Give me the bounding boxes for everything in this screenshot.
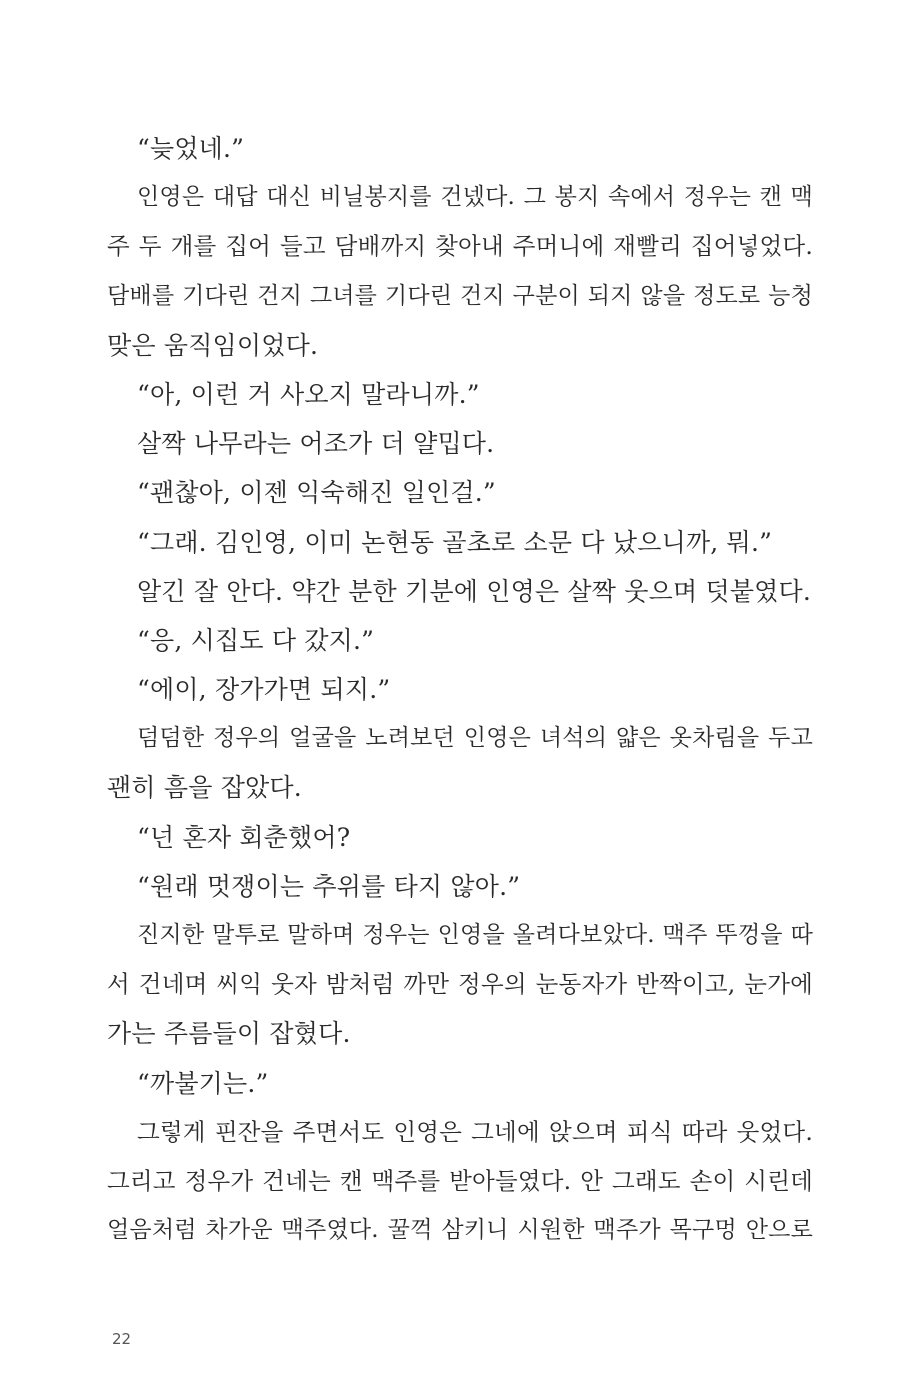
- paragraph-line: 서 건네며 씨익 웃자 밤처럼 까만 정우의 눈동자가 반짝이고, 눈가에: [107, 970, 813, 999]
- paragraph-line: 덤덤한 정우의 얼굴을 노려보던 인영은 녀석의 얇은 옷차림을 두고: [137, 725, 813, 752]
- dialogue-line: “넌 혼자 회춘했어?: [137, 822, 351, 852]
- paragraph-line: 얼음처럼 차가운 맥주였다. 꿀꺽 삼키니 시원한 맥주가 목구멍 안으로: [107, 1217, 813, 1244]
- paragraph-line: 그렇게 핀잔을 주면서도 인영은 그네에 앉으며 피식 따라 웃었다.: [137, 1117, 813, 1146]
- paragraph-line: 그리고 정우가 건네는 캔 맥주를 받아들였다. 안 그래도 손이 시린데: [107, 1166, 813, 1195]
- dialogue-line: “늦었네.”: [137, 134, 245, 163]
- paragraph-line: 주 두 개를 집어 들고 담배까지 찾아내 주머니에 재빨리 집어넣었다.: [107, 232, 813, 261]
- dialogue-line: “까불기는.”: [137, 1068, 269, 1098]
- paragraph-line: 괜히 흠을 잡았다.: [107, 773, 302, 803]
- dialogue-line: “원래 멋쟁이는 추위를 타지 않아.”: [137, 871, 521, 901]
- dialogue-line: “그래. 김인영, 이미 논현동 골초로 소문 다 났으니까, 뭐.”: [137, 527, 773, 557]
- dialogue-line: “응, 시집도 다 갔지.”: [137, 625, 375, 655]
- dialogue-line: “에이, 장가가면 되지.”: [137, 675, 391, 705]
- paragraph-line: 진지한 말투로 말하며 정우는 인영을 올려다보았다. 맥주 뚜껑을 따: [137, 922, 813, 948]
- dialogue-line: “괜찮아, 이젠 익숙해진 일인걸.”: [137, 478, 496, 508]
- dialogue-line: “아, 이런 거 사오지 말라니까.”: [137, 379, 480, 409]
- paragraph-line: 가는 주름들이 잡혔다.: [107, 1019, 351, 1049]
- page-number: 22: [112, 1330, 132, 1348]
- paragraph-line: 담배를 기다린 건지 그녀를 기다린 건지 구분이 되지 않을 정도로 능청: [107, 282, 813, 309]
- paragraph-line: 맞은 움직임이었다.: [107, 330, 319, 360]
- paragraph-line: 인영은 대답 대신 비닐봉지를 건넸다. 그 봉지 속에서 정우는 캔 맥: [137, 184, 813, 211]
- paragraph-line: 살짝 나무라는 어조가 더 얄밉다.: [137, 429, 495, 459]
- paragraph-line: 알긴 잘 안다. 약간 분한 기분에 인영은 살짝 웃으며 덧붙였다.: [137, 576, 812, 606]
- body-text: [107, 124, 813, 1255]
